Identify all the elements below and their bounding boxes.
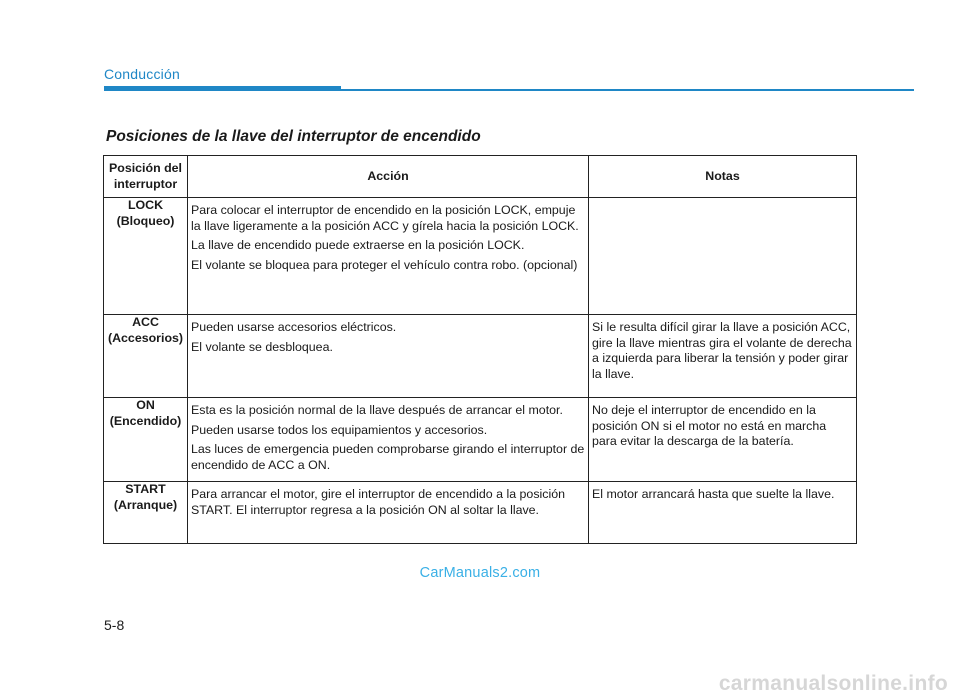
action-text: Pueden usarse todos los equipamientos y accesorios. (191, 422, 488, 437)
action-text: Para arrancar el motor, gire el interruptor de encendido a la posición START. El interruptor regresa a la posición ON al soltar la llave. (191, 487, 565, 517)
action-text: Esta es la posición normal de la llave después de arrancar el motor. (191, 403, 563, 417)
section-title: Conducción (104, 66, 180, 82)
action-text: El volante se desbloquea. (191, 339, 333, 354)
table-row (104, 198, 857, 315)
footer-site-watermark: carmanualsonline.info (718, 672, 948, 695)
position-label: LOCK (Bloqueo) (116, 198, 175, 228)
page-number: 5-8 (104, 617, 125, 633)
position-cell (104, 482, 188, 544)
ignition-positions-table (103, 155, 857, 544)
section-rule-thick (104, 86, 341, 91)
table-row (104, 315, 857, 398)
section-rule-thin (341, 89, 914, 91)
position-cell (104, 315, 188, 398)
watermark-link[interactable]: CarManuals2.com (419, 565, 541, 581)
position-label: ACC (Accesorios) (107, 315, 184, 345)
page-heading: Posiciones de la llave del interruptor de encendido (106, 128, 481, 145)
table-row (104, 398, 857, 482)
table-header-row (104, 156, 857, 198)
notes-cell (589, 198, 857, 315)
header-notes: Notas (589, 156, 857, 198)
header-position: Posición del interruptor (104, 156, 188, 198)
notes-cell (589, 315, 857, 398)
position-cell (104, 398, 188, 482)
action-cell (188, 398, 589, 482)
action-text: Pueden usarse accesorios eléctricos. (191, 320, 397, 334)
note-text: No deje el interruptor de encendido en la posición ON si el motor no está en marcha para evitar la descarga de la batería. (592, 403, 827, 448)
position-label: START (Arranque) (113, 482, 178, 512)
notes-cell (589, 482, 857, 544)
position-label: ON (Encendido) (109, 398, 182, 428)
notes-cell (589, 398, 857, 482)
action-cell (188, 315, 589, 398)
note-text: Si le resulta difícil girar la llave a posición ACC, gire la llave mientras gira el volante de derecha a izquierda para liberar la tensión y poder girar la llave. (592, 320, 852, 381)
action-text: El volante se bloquea para proteger el vehículo contra robo. (opcional) (191, 257, 578, 272)
action-text: Las luces de emergencia pueden comprobarse girando el interruptor de encendido de ACC a ON. (191, 442, 585, 472)
position-cell (104, 198, 188, 315)
action-cell (188, 482, 589, 544)
note-text: El motor arrancará hasta que suelte la llave. (592, 487, 835, 501)
action-cell (188, 198, 589, 315)
action-text: Para colocar el interruptor de encendido en la posición LOCK, empuje la llave ligeramente a la posición ACC y gírela hacia la posición LOCK. (191, 203, 579, 233)
header-action: Acción (188, 156, 589, 198)
table-row (104, 482, 857, 544)
action-text: La llave de encendido puede extraerse en la posición LOCK. (191, 238, 525, 252)
